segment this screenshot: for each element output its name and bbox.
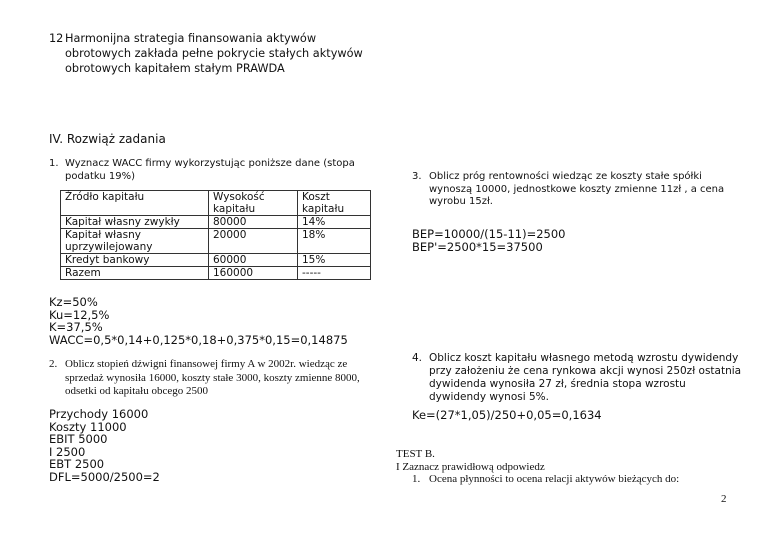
answer-line: Przychody 16000: [49, 407, 149, 421]
answer-line: Kz=50%: [49, 295, 98, 309]
capital-table: [60, 190, 371, 280]
q12-line: obrotowych zakłada pełne pokrycie stałych aktywów: [65, 47, 363, 60]
task1-line: podatku 19%): [65, 170, 135, 182]
task2-line: Oblicz stopień dźwigni finansowej firmy A w 2002r. wiedząc ze: [65, 358, 348, 370]
task4-answer: Ke=(27*1,05)/250+0,05=0,1634: [412, 408, 602, 422]
table-cell: Kapitał własny uprzywilejowany: [61, 229, 209, 254]
answer-line: WACC=0,5*0,14+0,125*0,18+0,375*0,15=0,14875: [49, 332, 348, 347]
table-row: [61, 229, 371, 254]
answer-line: EBIT 5000: [49, 432, 108, 446]
table-row: [61, 267, 371, 280]
table-cell: -----: [298, 267, 371, 280]
task2-line: sprzedaż wynosiła 16000, koszty stałe 3000, koszty zmienne 8000,: [65, 371, 360, 384]
answer-line: DFL=5000/2500=2: [49, 469, 160, 484]
task1-line: Wyznacz WACC firmy wykorzystując poniższe dane (stopa: [65, 158, 355, 169]
test-title: TEST B.: [396, 448, 435, 460]
task3-number: 3.: [412, 171, 422, 182]
answer-line: BEP'=2500*15=37500: [412, 239, 543, 254]
task1-answer: [49, 296, 348, 346]
table-header-row: [61, 191, 371, 216]
q12-number: 12: [49, 32, 64, 45]
task3-text: [429, 171, 724, 209]
table-cell: Razem: [61, 267, 209, 280]
table-cell: 60000: [209, 254, 298, 267]
table-cell: 15%: [298, 254, 371, 267]
answer-line: BEP=10000/(15-11)=2500: [412, 227, 566, 241]
task4-line: dywidenda wynosiła 27 zł, średnia stopa wzrostu: [429, 378, 686, 390]
q12-text: [65, 31, 363, 76]
task3-line: wyrobu 15zł.: [429, 196, 493, 207]
table-row: [61, 216, 371, 229]
task4-number: 4.: [412, 352, 423, 364]
table-header: Źródło kapitału: [61, 191, 209, 216]
table-header: Koszt kapitału: [298, 191, 371, 216]
table-cell: 20000: [209, 229, 298, 254]
test-instruction: I Zaznacz prawidłową odpowiedz: [396, 461, 545, 473]
page-number: 2: [721, 493, 727, 505]
q12-line: obrotowych kapitałem stałym PRAWDA: [65, 62, 285, 75]
task2-answer: [49, 408, 160, 483]
table-header: Wysokość kapitału: [209, 191, 298, 216]
table-row: [61, 254, 371, 267]
section-title: IV. Rozwiąż zadania: [49, 132, 166, 146]
test-q1: Ocena płynności to ocena relacji aktywów bieżących do:: [429, 473, 680, 485]
table-cell: Kredyt bankowy: [61, 254, 209, 267]
task2-text: [65, 358, 360, 399]
answer-line: K=37,5%: [49, 320, 103, 334]
task4-text: [429, 352, 741, 404]
task3-line: Oblicz próg rentowności wiedząc ze koszty stałe spółki: [429, 171, 702, 182]
table-cell: 14%: [298, 216, 371, 229]
task2-number: 2.: [49, 358, 58, 370]
answer-line: I 2500: [49, 444, 86, 459]
task4-line: przy założeniu że cena rynkowa akcji wynosi 250zł ostatnia: [429, 365, 742, 377]
table-cell: Kapitał własny zwykły: [61, 216, 209, 229]
table-cell: 18%: [298, 229, 371, 254]
task3-answer: [412, 228, 565, 253]
q12-line: Harmonijna strategia finansowania aktywów: [65, 32, 317, 45]
task4-line: dywidendy wynosi 5%.: [429, 391, 549, 403]
answer-line: Ku=12,5%: [49, 307, 110, 322]
task3-line: wynoszą 10000, jednostkowe koszty zmienne 11zł , a cena: [429, 183, 725, 195]
task4-line: Oblicz koszt kapitału własnego metodą wzrostu dywidendy: [429, 352, 739, 364]
test-q1-number: 1.: [412, 473, 421, 485]
table-cell: 160000: [209, 267, 298, 280]
task1-number: 1.: [49, 158, 59, 169]
answer-line: Koszty 11000: [49, 419, 127, 434]
answer-line: EBT 2500: [49, 457, 105, 471]
table-cell: 80000: [209, 216, 298, 229]
task1-text: [65, 158, 355, 183]
task2-line: odsetki od kapitału obcego 2500: [65, 385, 208, 397]
